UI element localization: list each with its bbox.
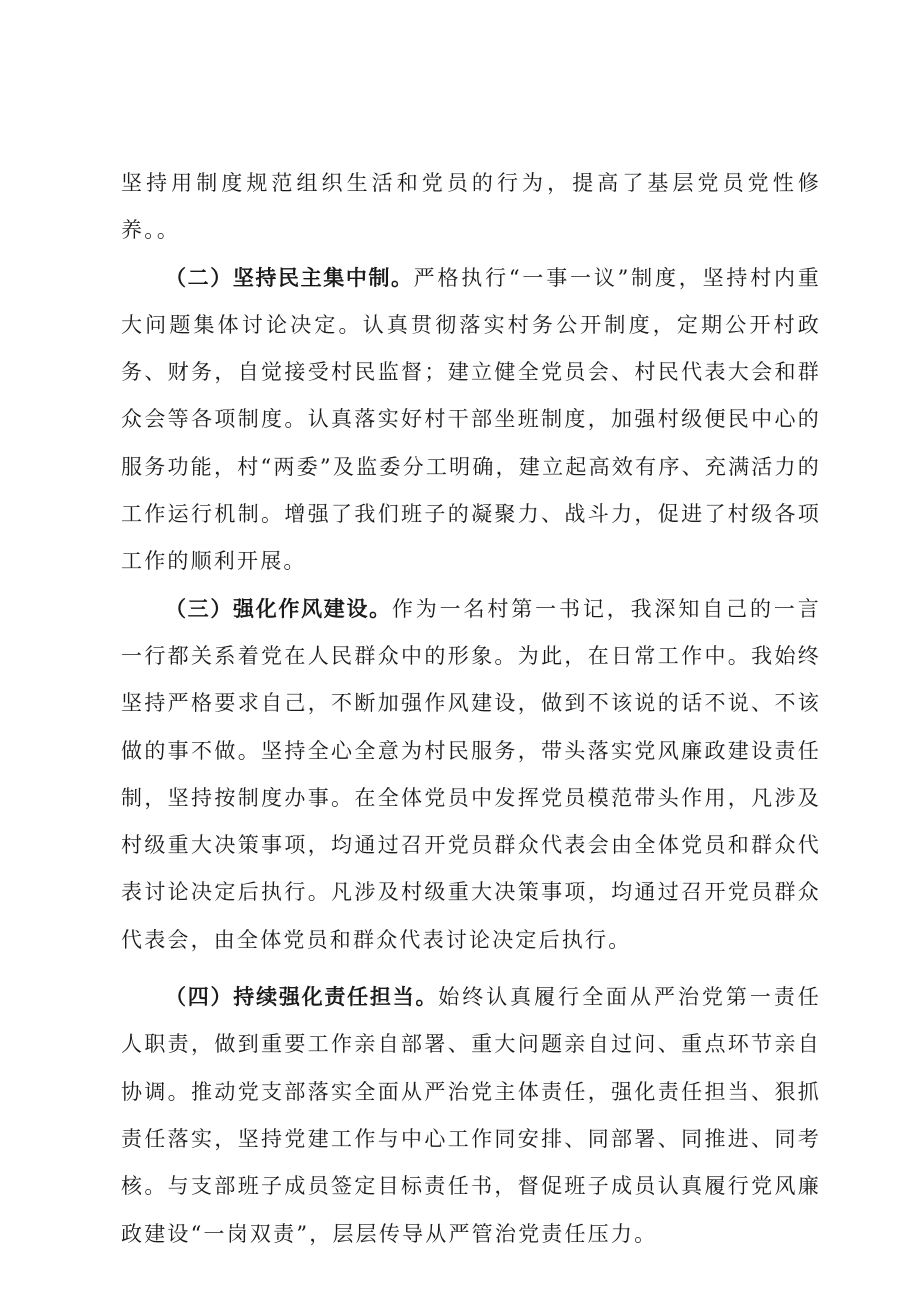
paragraph-democratic-centralism	[121, 255, 821, 586]
paragraph-body: 作为一名村第一书记，我深知自己的一言一行都关系着党在人民群众中的形象。为此，在日常工作中。我始终坚持严格要求自己，不断加强作风建设，做到不该说的话不说、不该做的事不做。坚持全心全意为村民服务，带头落实党风廉政建设责任制，坚持按制度办事。在全体党员中发挥党员模范带头作用，凡涉及村级重大决策事项，均通过召开党员群众代表会由全体党员和群众代表讨论决定后执行。凡涉及村级重大决策事项，均通过召开党员群众代表会，由全体党员和群众代表讨论决定后执行。	[121, 596, 821, 952]
paragraph-continuation	[121, 160, 821, 255]
section-heading-2: （二）坚持民主集中制。	[165, 265, 414, 290]
section-heading-3: （三）强化作风建设。	[165, 596, 392, 621]
paragraph-body: 始终认真履行全面从严治党第一责任人职责，做到重要工作亲自部署、重大问题亲自过问、重点环节亲自协调。推动党支部落实全面从严治党主体责任，强化责任担当、狠抓责任落实，坚持党建工作与中心工作同安排、同部署、同推进、同考核。与支部班子成员签定目标责任书，督促班子成员认真履行党风廉政建设“一岗双责”，层层传导从严管治党责任压力。	[121, 985, 822, 1246]
paragraph-work-style	[121, 586, 821, 964]
paragraph-responsibility	[121, 974, 821, 1258]
document-body	[121, 160, 821, 1258]
paragraph-body: 严格执行“一事一议”制度，坚持村内重大问题集体讨论决定。认真贯彻落实村务公开制度，定期公开村政务、财务，自觉接受村民监督；建立健全党员会、村民代表大会和群众会等各项制度。认真落实好村干部坐班制度，加强村级便民中心的服务功能，村“两委”及监委分工明确，建立起高效有序、充满活力的工作运行机制。增强了我们班子的凝聚力、战斗力，促进了村级各项工作的顺利开展。	[121, 265, 822, 574]
paragraph-body: 坚持用制度规范组织生活和党员的行为，提高了基层党员党性修养。。	[121, 171, 821, 243]
section-heading-4: （四）持续强化责任担当。	[165, 985, 439, 1010]
